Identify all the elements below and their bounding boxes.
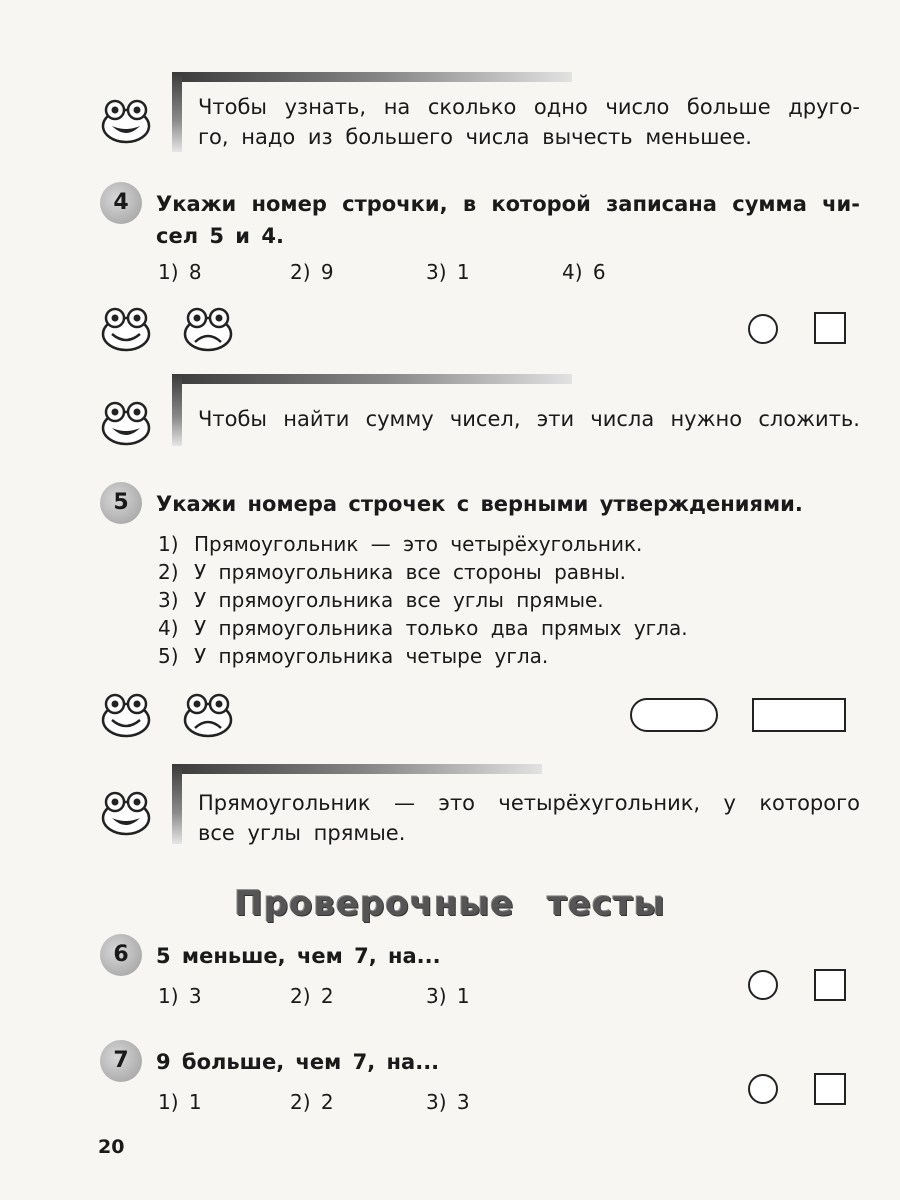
statement-item[interactable]: [158, 558, 688, 586]
question-line: Укажи номер строчки, в которой записана сумма чи-: [156, 192, 860, 216]
happy-frog-icon: [100, 398, 152, 446]
statement-number: 5): [158, 644, 179, 668]
rule-line: го, надо из большего числа вычесть меньшее.: [198, 125, 752, 149]
statement-item[interactable]: [158, 642, 688, 670]
statement-item[interactable]: [158, 614, 688, 642]
answer-option[interactable]: 2) 9: [290, 260, 334, 284]
statement-number: 2): [158, 560, 179, 584]
answer-rectangle[interactable]: [752, 698, 846, 732]
section-title: Проверочные тесты: [234, 884, 666, 924]
answer-option[interactable]: 2) 2: [290, 984, 334, 1008]
rule-box-difference: [100, 72, 860, 162]
statement-text: Прямоугольник — это четырёхугольник.: [194, 532, 643, 556]
answer-oval[interactable]: [630, 698, 718, 732]
statement-text: У прямоугольника только два прямых угла.: [194, 616, 688, 640]
answer-circle[interactable]: [748, 970, 778, 1000]
statement-text: У прямоугольника четыре угла.: [194, 644, 549, 668]
answer-square[interactable]: [814, 312, 846, 344]
happy-frog-icon[interactable]: [100, 304, 152, 352]
statement-item[interactable]: [158, 530, 688, 558]
rule-header-bar: [172, 374, 572, 384]
answer-option[interactable]: 1) 8: [158, 260, 202, 284]
rule-text: [198, 788, 860, 848]
answer-option[interactable]: 3) 1: [426, 260, 470, 284]
answer-option[interactable]: 2) 2: [290, 1090, 334, 1114]
rule-text: [198, 92, 860, 152]
answer-circle[interactable]: [748, 314, 778, 344]
task-4: [100, 182, 860, 292]
page-number: 20: [98, 1136, 125, 1158]
happy-frog-icon: [100, 96, 152, 144]
rule-side-bar: [172, 72, 182, 152]
statement-item[interactable]: [158, 586, 688, 614]
statement-text: У прямоугольника все стороны равны.: [194, 560, 627, 584]
rule-line: Чтобы узнать, на сколько одно число больше друго-: [198, 95, 860, 119]
task-question: 5 меньше, чем 7, на...: [156, 944, 441, 968]
answer-option[interactable]: 3) 3: [426, 1090, 470, 1114]
happy-frog-icon[interactable]: [100, 690, 152, 738]
task-question: 9 больше, чем 7, на...: [156, 1050, 440, 1074]
answer-option[interactable]: 1) 3: [158, 984, 202, 1008]
task-number-badge: 7: [100, 1040, 142, 1082]
task-question: Укажи номера строчек с верными утверждениями.: [156, 492, 803, 516]
rule-side-bar: [172, 764, 182, 844]
rule-side-bar: [172, 374, 182, 446]
answer-square[interactable]: [814, 1073, 846, 1105]
rule-header-bar: [172, 764, 542, 774]
rule-box-sum: [100, 374, 860, 454]
task-number-badge: 6: [100, 934, 142, 976]
statement-number: 3): [158, 588, 179, 612]
statement-number: 1): [158, 532, 179, 556]
task-question: [156, 188, 860, 252]
statement-text: У прямоугольника все углы прямые.: [194, 588, 604, 612]
answer-option[interactable]: 3) 1: [426, 984, 470, 1008]
task-number-badge: 4: [100, 182, 142, 224]
sad-frog-icon[interactable]: [182, 690, 234, 738]
task-number-badge: 5: [100, 482, 142, 524]
happy-frog-icon: [100, 788, 152, 836]
sad-frog-icon[interactable]: [182, 304, 234, 352]
question-line: сел 5 и 4.: [156, 224, 284, 248]
rule-line: Прямоугольник — это четырёхугольник, у которого: [198, 791, 860, 815]
rule-text: [198, 404, 860, 434]
task-6: [100, 934, 860, 1014]
rule-line: все углы прямые.: [198, 821, 406, 845]
task-5: [100, 482, 860, 682]
answer-square[interactable]: [814, 969, 846, 1001]
answer-option[interactable]: 1) 1: [158, 1090, 202, 1114]
statement-number: 4): [158, 616, 179, 640]
answer-option[interactable]: 4) 6: [562, 260, 606, 284]
statement-list: [158, 530, 688, 670]
task-7: [100, 1040, 860, 1120]
rule-line: Чтобы найти сумму чисел, эти числа нужно сложить.: [198, 407, 860, 431]
rule-box-rectangle: [100, 764, 860, 854]
answer-circle[interactable]: [748, 1074, 778, 1104]
rule-header-bar: [172, 72, 572, 82]
